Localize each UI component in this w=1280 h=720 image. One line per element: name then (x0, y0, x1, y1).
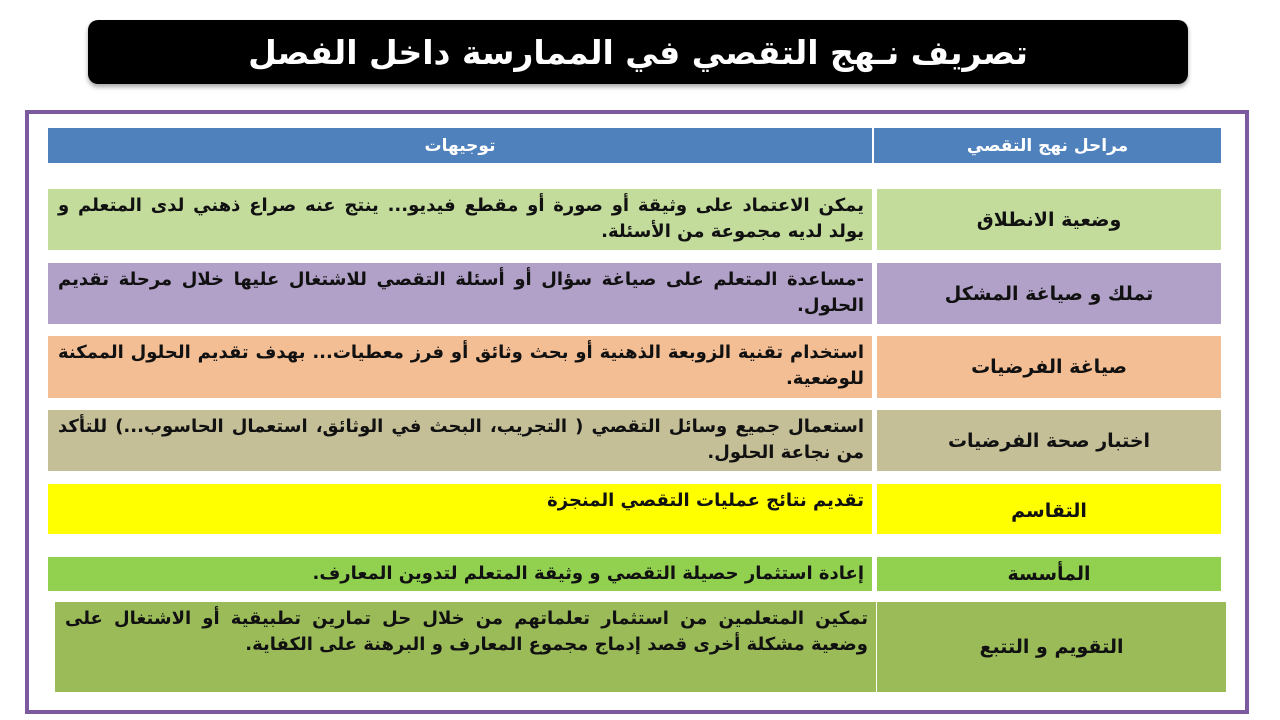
header-stages: مراحل نهج التقصي (874, 128, 1221, 163)
stage-cell: التقويم و التتبع (877, 602, 1226, 692)
guidance-cell: -مساعدة المتعلم على صياغة سؤال أو أسئلة التقصي للاشتغال عليها خلال مرحلة تقديم الحلول. (48, 263, 872, 324)
guidance-cell: إعادة استثمار حصيلة التقصي و وثيقة المتعلم لتدوين المعارف. (48, 557, 872, 591)
guidance-cell: استخدام تقنية الزوبعة الذهنية أو بحث وثائق أو فرز معطيات... بهدف تقديم الحلول الممكنة للوضعية. (48, 336, 872, 398)
title-banner (88, 20, 1188, 84)
guidance-cell: تقديم نتائج عمليات التقصي المنجزة (48, 484, 872, 534)
stage-cell: تملك و صياغة المشكل (877, 263, 1221, 324)
stage-cell: التقاسم (877, 484, 1221, 534)
header-guidance: توجيهات (48, 128, 872, 163)
stage-cell: المأسسة (877, 557, 1221, 591)
stage-cell: اختبار صحة الفرضيات (877, 410, 1221, 471)
guidance-cell: تمكين المتعلمين من استثمار تعلماتهم من خلال حل تمارين تطبيقية أو الاشتغال على وضعية مشكلة أخرى قصد إدماج مجموع المعارف و البرهنة على الكفاية. (55, 602, 876, 692)
stage-cell: صياغة الفرضيات (877, 336, 1221, 398)
guidance-cell: يمكن الاعتماد على وثيقة أو صورة أو مقطع فيديو... ينتج عنه صراع ذهني لدى المتعلم و يولد لديه مجموعة من الأسئلة. (48, 189, 872, 250)
page-title: تصريف نـهج التقصي في الممارسة داخل الفصل (248, 32, 1028, 72)
guidance-cell: استعمال جميع وسائل التقصي ( التجريب، البحث في الوثائق، استعمال الحاسوب...) للتأكد من نجاعة الحلول. (48, 410, 872, 471)
stage-cell: وضعية الانطلاق (877, 189, 1221, 250)
